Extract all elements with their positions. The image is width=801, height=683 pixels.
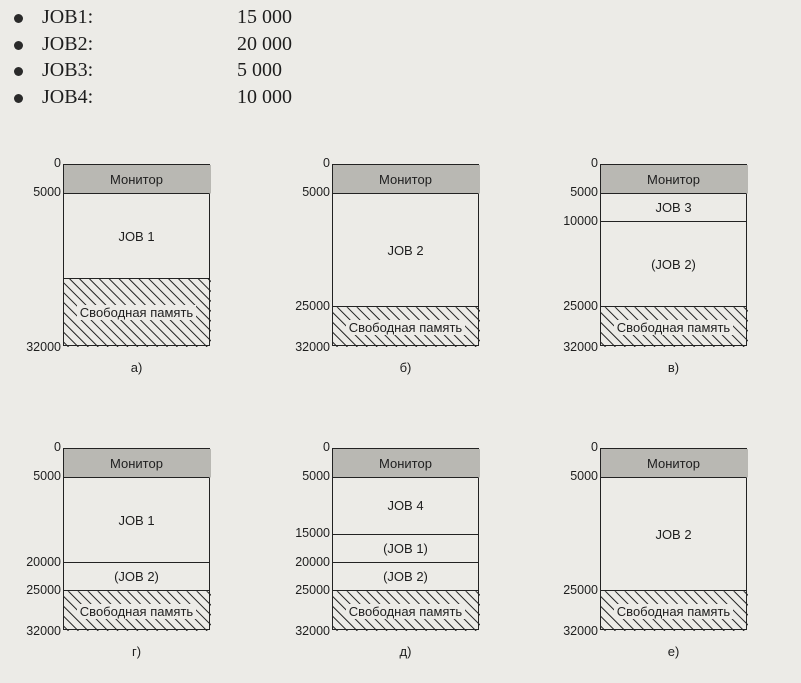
segment-label: JOB 1 (118, 512, 155, 528)
address-tick-label: 32000 (295, 340, 330, 354)
monitor-segment (64, 449, 209, 477)
free-memory-segment (601, 591, 746, 631)
address-tick-label: 5000 (570, 469, 598, 484)
address-tick-label: 32000 (26, 340, 61, 354)
memory-box (600, 164, 747, 346)
diagram-caption: е) (667, 644, 680, 659)
memory-box (332, 164, 479, 346)
job-segment (601, 193, 746, 221)
segment-label: Монитор (379, 455, 432, 471)
diagram-caption: б) (399, 360, 412, 375)
segment-label: Монитор (110, 455, 163, 471)
job-name: JOB3: (42, 59, 94, 81)
address-tick-label: 0 (591, 440, 598, 454)
address-tick-label: 5000 (302, 469, 330, 484)
address-tick-label: 0 (54, 156, 61, 170)
bullet-icon (14, 14, 23, 23)
free-memory-segment (333, 307, 478, 347)
segment-label: (JOB 2) (114, 569, 159, 585)
job-name: JOB2: (42, 32, 94, 55)
address-tick-label: 15000 (295, 526, 330, 541)
memory-diagram (287, 156, 527, 376)
bullet-icon (14, 94, 23, 103)
bullet-icon (14, 41, 23, 50)
memory-diagram (18, 440, 258, 660)
address-tick-label: 32000 (295, 624, 330, 638)
monitor-segment (333, 449, 478, 477)
segment-label: JOB 2 (387, 242, 424, 258)
segment-label: JOB 3 (655, 200, 692, 216)
job-size: 5 000 (237, 59, 282, 81)
diagram-caption: в) (667, 360, 680, 375)
bullet-icon (14, 67, 23, 76)
address-tick-label: 25000 (295, 299, 330, 314)
memory-box (63, 448, 210, 630)
monitor-segment (601, 165, 746, 193)
address-tick-label: 25000 (563, 583, 598, 598)
job-size: 10 000 (237, 85, 292, 108)
memory-box (600, 448, 747, 630)
monitor-segment (64, 165, 209, 193)
job-name: JOB4: (42, 85, 94, 108)
job-segment (601, 477, 746, 591)
segment-label: Монитор (379, 171, 432, 187)
diagram-caption: д) (399, 644, 412, 659)
job-name: JOB1: (42, 6, 94, 28)
monitor-segment (601, 449, 746, 477)
job-segment (64, 477, 209, 562)
job-segment (64, 193, 209, 278)
address-tick-label: 25000 (26, 583, 61, 598)
address-tick-label: 10000 (563, 213, 598, 228)
job-size: 15 000 (237, 6, 292, 28)
free-memory-segment (333, 591, 478, 631)
address-tick-label: 5000 (33, 185, 61, 200)
address-tick-label: 25000 (295, 583, 330, 598)
segment-label: Свободная память (346, 320, 465, 335)
segment-label: JOB 4 (387, 498, 424, 514)
segment-label: JOB 1 (118, 228, 155, 244)
address-tick-label: 25000 (563, 299, 598, 314)
job-segment (333, 193, 478, 307)
address-tick-label: 5000 (33, 469, 61, 484)
address-tick-label: 20000 (295, 554, 330, 569)
address-tick-label: 5000 (302, 185, 330, 200)
address-tick-label: 32000 (26, 624, 61, 638)
free-memory-segment (64, 591, 209, 631)
address-tick-label: 32000 (563, 624, 598, 638)
address-tick-label: 5000 (570, 185, 598, 200)
memory-box (332, 448, 479, 630)
segment-label: (JOB 2) (651, 257, 696, 273)
segment-label: JOB 2 (655, 526, 692, 542)
memory-diagram (555, 440, 795, 660)
job-segment (333, 534, 478, 562)
address-tick-label: 0 (591, 156, 598, 170)
monitor-segment (333, 165, 478, 193)
memory-box (63, 164, 210, 346)
address-tick-label: 0 (323, 440, 330, 454)
segment-label: (JOB 2) (383, 569, 428, 585)
segment-label: Монитор (647, 455, 700, 471)
segment-label: Свободная память (614, 320, 733, 335)
address-tick-label: 32000 (563, 340, 598, 354)
segment-label: Монитор (647, 171, 700, 187)
job-segment (333, 477, 478, 534)
memory-diagram (18, 156, 258, 376)
address-tick-label: 0 (323, 156, 330, 170)
free-memory-segment (601, 307, 746, 347)
segment-label: (JOB 1) (383, 541, 428, 557)
memory-diagram (287, 440, 527, 660)
segment-label: Свободная память (77, 604, 196, 619)
segment-label: Свободная память (346, 604, 465, 619)
segment-label: Свободная память (614, 604, 733, 619)
job-segment (333, 563, 478, 591)
diagram-caption: г) (131, 644, 142, 659)
segment-label: Свободная память (77, 305, 196, 320)
diagram-caption: а) (130, 360, 143, 375)
memory-diagram (555, 156, 795, 376)
job-segment (601, 222, 746, 307)
free-memory-segment (64, 279, 209, 347)
segment-label: Монитор (110, 171, 163, 187)
address-tick-label: 20000 (26, 554, 61, 569)
job-size: 20 000 (237, 32, 292, 55)
job-segment (64, 563, 209, 591)
address-tick-label: 0 (54, 440, 61, 454)
